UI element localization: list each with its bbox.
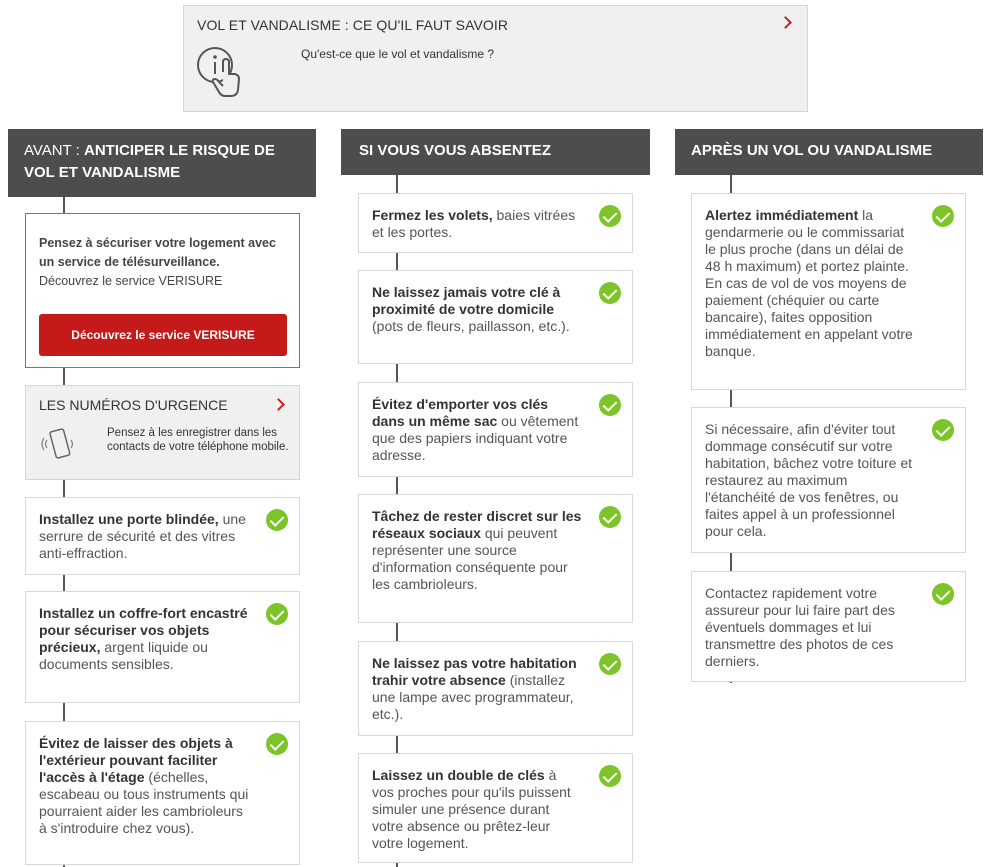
advice-card-cles-sac: Évitez d'emporter vos clés dans un même sac ou vêtement que des papiers indiquant votre adresse. — [358, 382, 633, 477]
check-icon — [599, 765, 621, 787]
check-icon — [599, 394, 621, 416]
advice-card-assureur: Contactez rapidement votre assureur pour lui faire part des éventuels dommages et lui transmettre des photos de ces derniers. — [691, 571, 966, 682]
promo-text: Pensez à sécuriser votre logement avec un service de télésurveillance. Découvrez le service VERISURE — [39, 236, 276, 288]
advice-card-bachez: Si nécessaire, afin d'éviter tout dommage consécutif sur votre habitation, bâchez votre toiture et restaurez au maximum l'étanchéité de vos fenêtres, ou faites appel à un professionnel pour cela. — [691, 407, 966, 553]
urgence-text: Pensez à les enregistrer dans les contacts de votre téléphone mobile. — [107, 427, 289, 453]
check-icon — [932, 205, 954, 227]
check-icon — [599, 282, 621, 304]
advice-card-objets-exterieur: Évitez de laisser des objets à l'extérieur pouvant faciliter l'accès à l'étage (échelles, escabeau ou tous instruments qui pourraient aider les cambrioleurs à s'introduire chez vous). — [25, 721, 300, 865]
advice-card-reseaux-sociaux: Tâchez de rester discret sur les réseaux sociaux qui peuvent représenter une source d'information conséquente pour les cambrioleurs. — [358, 494, 633, 623]
advice-card-porte-blindee: Installez une porte blindée, une serrure de sécurité et des vitres anti-effraction. — [25, 497, 300, 575]
urgence-title: LES NUMÉROS D'URGENCE — [39, 397, 228, 413]
advice-card-alertez: Alertez immédiatement la gendarmerie ou le commissariat le plus proche (dans un délai de 48 h maximum) et portez plainte. En cas de vol de vos moyens de paiement (chéquier ou carte bancaire), faites opposition immédiatement en appelant votre banque. — [691, 193, 966, 390]
check-icon — [266, 603, 288, 625]
urgence-card[interactable] — [25, 385, 300, 480]
check-icon — [599, 653, 621, 675]
info-box-vol-vandalisme[interactable] — [183, 5, 808, 112]
advice-card-absence: Ne laissez pas votre habitation trahir votre absence (installez une lampe avec programmateur, etc.). — [358, 641, 633, 736]
info-touch-icon — [195, 44, 253, 102]
info-box-title: VOL ET VANDALISME : CE QU'IL FAUT SAVOIR — [197, 17, 509, 33]
check-icon — [266, 509, 288, 531]
column-header-apres: APRÈS UN VOL OU VANDALISME — [675, 129, 983, 175]
check-icon — [266, 733, 288, 755]
check-icon — [932, 419, 954, 441]
promo-card-verisure — [25, 213, 300, 368]
info-box-subtitle: Qu'est-ce que le vol et vandalisme ? — [301, 47, 495, 61]
verisure-button[interactable]: Découvrez le service VERISURE — [39, 314, 287, 356]
check-icon — [599, 506, 621, 528]
column-header-absence: SI VOUS VOUS ABSENTEZ — [341, 129, 650, 175]
column-header-avant: AVANT : ANTICIPER LE RISQUE DE VOL ET VANDALISME — [8, 129, 316, 197]
advice-card-cle-domicile: Ne laissez jamais votre clé à proximité de votre domicile (pots de fleurs, paillasson, etc.). — [358, 270, 633, 364]
check-icon — [599, 205, 621, 227]
phone-icon — [41, 426, 77, 466]
advice-card-double-cles: Laissez un double de clés à vos proches pour qu'ils puissent simuler une présence durant votre absence ou prêtez-leur votre logement. — [358, 753, 633, 863]
advice-card-coffre-fort: Installez un coffre-fort encastré pour sécuriser vos objets précieux, argent liquide ou documents sensibles. — [25, 591, 300, 703]
check-icon — [932, 583, 954, 605]
chevron-right-icon[interactable] — [779, 16, 792, 29]
advice-card-volets: Fermez les volets, baies vitrées et les portes. — [358, 193, 633, 253]
chevron-right-icon[interactable] — [272, 398, 285, 411]
